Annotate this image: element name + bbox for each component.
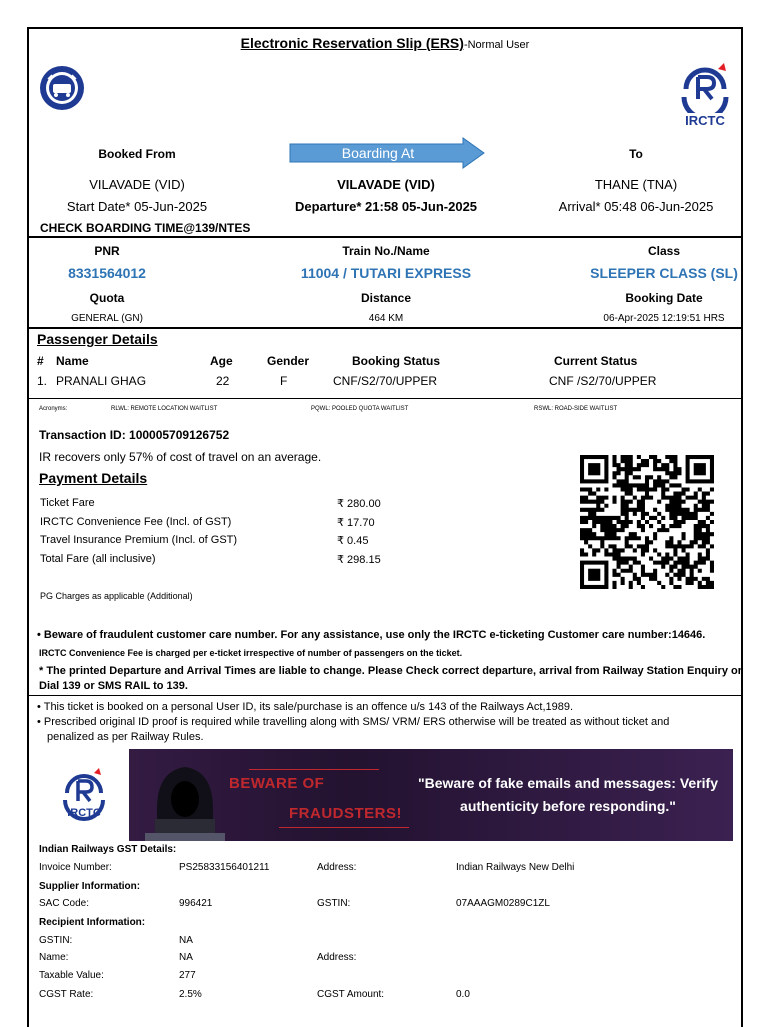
col-name: Name xyxy=(56,354,89,368)
gstin-value: 07AAAGM0289C1ZL xyxy=(456,898,550,909)
qr-code xyxy=(580,455,714,589)
fraudsters-text: FRAUDSTERS! xyxy=(289,805,402,822)
quota-label: Quota xyxy=(89,291,125,305)
id-proof-notice-text: Prescribed original ID proof is required while travelling along with SMS/ VRM/ ERS otherwise will be treated as without ticket and xyxy=(43,716,670,728)
train-label: Train No./Name xyxy=(342,244,430,258)
banner-logo-panel xyxy=(39,749,129,841)
divider xyxy=(29,236,741,238)
col-booking-status: Booking Status xyxy=(352,354,441,368)
ers-subtitle: -Normal User xyxy=(463,39,530,51)
to-station: THANE (TNA) xyxy=(594,177,678,192)
banner-logo-text: IRCTC xyxy=(67,807,101,819)
cgst-amount-value: 0.0 xyxy=(456,989,470,1000)
boarding-at-arrow xyxy=(289,137,485,169)
address-label: Address: xyxy=(317,862,357,873)
to-label: To xyxy=(629,147,643,161)
fare-value: ₹ 298.15 xyxy=(337,554,381,566)
boarding-station: VILAVADE (VID) xyxy=(337,177,435,192)
banner-decor-line xyxy=(249,769,379,770)
supplier-label: Supplier Information: xyxy=(39,881,141,892)
check-boarding-note: CHECK BOARDING TIME@139/NTES xyxy=(40,221,251,235)
taxable-value-label: Taxable Value: xyxy=(39,970,104,981)
pnr-label: PNR xyxy=(94,244,120,258)
cgst-amount-label: CGST Amount: xyxy=(317,989,385,1000)
ers-header xyxy=(29,35,741,53)
divider xyxy=(29,327,741,329)
hacker-icon xyxy=(135,749,235,841)
fraud-notice-text: Beware of fraudulent customer care number. For any assistance, use only the IRCTC e-ticketing Customer care number:14646. xyxy=(43,629,706,641)
beware-of-text: BEWARE OF xyxy=(229,775,325,792)
arrival-time: Arrival* 05:48 06-Jun-2025 xyxy=(558,199,714,214)
divider xyxy=(29,398,741,399)
payment-details-title: Payment Details xyxy=(39,470,148,486)
invoice-label: Invoice Number: xyxy=(39,862,112,873)
fare-label: Travel Insurance Premium (Incl. of GST) xyxy=(40,534,238,546)
col-age: Age xyxy=(210,354,233,368)
train-value: 11004 / TUTARI EXPRESS xyxy=(300,265,472,281)
recipient-address-label: Address: xyxy=(317,952,357,963)
times-notice-line2: Dial 139 or SMS RAIL to 139. xyxy=(39,680,188,692)
id-proof-notice-line2: penalized as per Railway Rules. xyxy=(47,731,204,743)
col-current-status: Current Status xyxy=(554,354,638,368)
distance-label: Distance xyxy=(360,291,412,305)
fare-value: ₹ 280.00 xyxy=(337,498,381,510)
indian-railways-logo xyxy=(39,65,85,111)
acronyms-label: Acronyms: xyxy=(39,406,68,412)
fare-label: Total Fare (all inclusive) xyxy=(40,553,156,565)
divider xyxy=(29,695,741,696)
booked-from-label: Booked From xyxy=(98,147,176,161)
gst-title: Indian Railways GST Details: xyxy=(39,844,177,855)
banner-message-line1: "Beware of fake emails and messages: Verify xyxy=(417,775,718,791)
passenger-num: 1. xyxy=(37,374,48,388)
address-value: Indian Railways New Delhi xyxy=(456,862,575,873)
passenger-name: PRANALI GHAG xyxy=(56,374,147,388)
recipient-gstin-value: NA xyxy=(179,935,193,946)
col-gender: Gender xyxy=(267,354,310,368)
passenger-gender: F xyxy=(280,374,288,388)
id-proof-notice xyxy=(37,716,669,728)
booking-date-value: 06-Apr-2025 12:19:51 HRS xyxy=(603,313,725,324)
ers-title: Electronic Reservation Slip (ERS) xyxy=(240,35,464,51)
bullet-icon: • xyxy=(37,701,44,713)
pnr-value: 8331564012 xyxy=(68,265,146,281)
fare-value: ₹ 0.45 xyxy=(337,535,369,547)
departure-time: Departure* 21:58 05-Jun-2025 xyxy=(294,199,478,214)
acronym-rswl: RSWL: ROAD-SIDE WAITLIST xyxy=(534,406,618,412)
banner-decor-line xyxy=(279,827,409,828)
ir-recovers-note: IR recovers only 57% of cost of travel on an average. xyxy=(39,450,322,464)
recipient-gstin-label: GSTIN: xyxy=(39,935,73,946)
times-notice-line1: * The printed Departure and Arrival Times are liable to change. Please Check correct departure, arrival from Railway Station Enquiry or xyxy=(39,665,743,677)
recipient-name-label: Name: xyxy=(39,952,69,963)
fare-label: IRCTC Convenience Fee (Incl. of GST) xyxy=(40,516,232,528)
from-station: VILAVADE (VID) xyxy=(89,177,185,192)
taxable-value: 277 xyxy=(179,970,196,981)
col-num: # xyxy=(37,354,44,368)
class-label: Class xyxy=(647,244,681,258)
distance-value: 464 KM xyxy=(368,313,404,324)
pg-charges-note: PG Charges as applicable (Additional) xyxy=(40,591,193,601)
passenger-current-status: CNF /S2/70/UPPER xyxy=(549,374,657,388)
passenger-booking-status: CNF/S2/70/UPPER xyxy=(333,374,438,388)
irctc-logo-text: IRCTC xyxy=(685,113,725,128)
cgst-rate-label: CGST Rate: xyxy=(39,989,94,1000)
fraud-notice xyxy=(37,629,705,641)
passenger-age: 22 xyxy=(216,374,230,388)
personal-id-notice xyxy=(37,701,573,713)
fare-label: Ticket Fare xyxy=(40,497,95,509)
acronym-pqwl: PQWL: POOLED QUOTA WAITLIST xyxy=(311,406,409,412)
recipient-name-value: NA xyxy=(179,952,193,963)
class-value: SLEEPER CLASS (SL) xyxy=(590,265,738,281)
bullet-icon: • xyxy=(37,629,44,641)
boarding-at-label: Boarding At xyxy=(341,145,415,161)
invoice-value: PS25833156401211 xyxy=(179,862,270,873)
convenience-fee-note: IRCTC Convenience Fee is charged per e-ticket irrespective of number of passengers on the ticket. xyxy=(39,648,463,658)
gstin-label: GSTIN: xyxy=(317,898,351,909)
recipient-label: Recipient Information: xyxy=(39,917,146,928)
passenger-details-title: Passenger Details xyxy=(37,331,158,347)
booking-date-label: Booking Date xyxy=(625,291,703,305)
start-date: Start Date* 05-Jun-2025 xyxy=(66,199,208,214)
transaction-id: Transaction ID: 100005709126752 xyxy=(39,428,230,442)
fare-value: ₹ 17.70 xyxy=(337,517,375,529)
sac-value: 996421 xyxy=(179,898,213,909)
banner-message-line2: authenticity before responding." xyxy=(460,798,676,814)
acronym-rlwl: RLWL: REMOTE LOCATION WAITLIST xyxy=(111,406,218,412)
quota-value: GENERAL (GN) xyxy=(71,313,143,324)
personal-id-notice-text: This ticket is booked on a personal User ID, its sale/purchase is an offence u/s 143 of the Railways Act,1989. xyxy=(43,701,574,713)
sac-label: SAC Code: xyxy=(39,898,90,909)
cgst-rate-value: 2.5% xyxy=(179,989,202,1000)
fraud-banner xyxy=(39,749,733,841)
ers-frame xyxy=(27,27,743,1027)
bullet-icon: • xyxy=(37,716,44,728)
irctc-logo xyxy=(674,59,736,129)
